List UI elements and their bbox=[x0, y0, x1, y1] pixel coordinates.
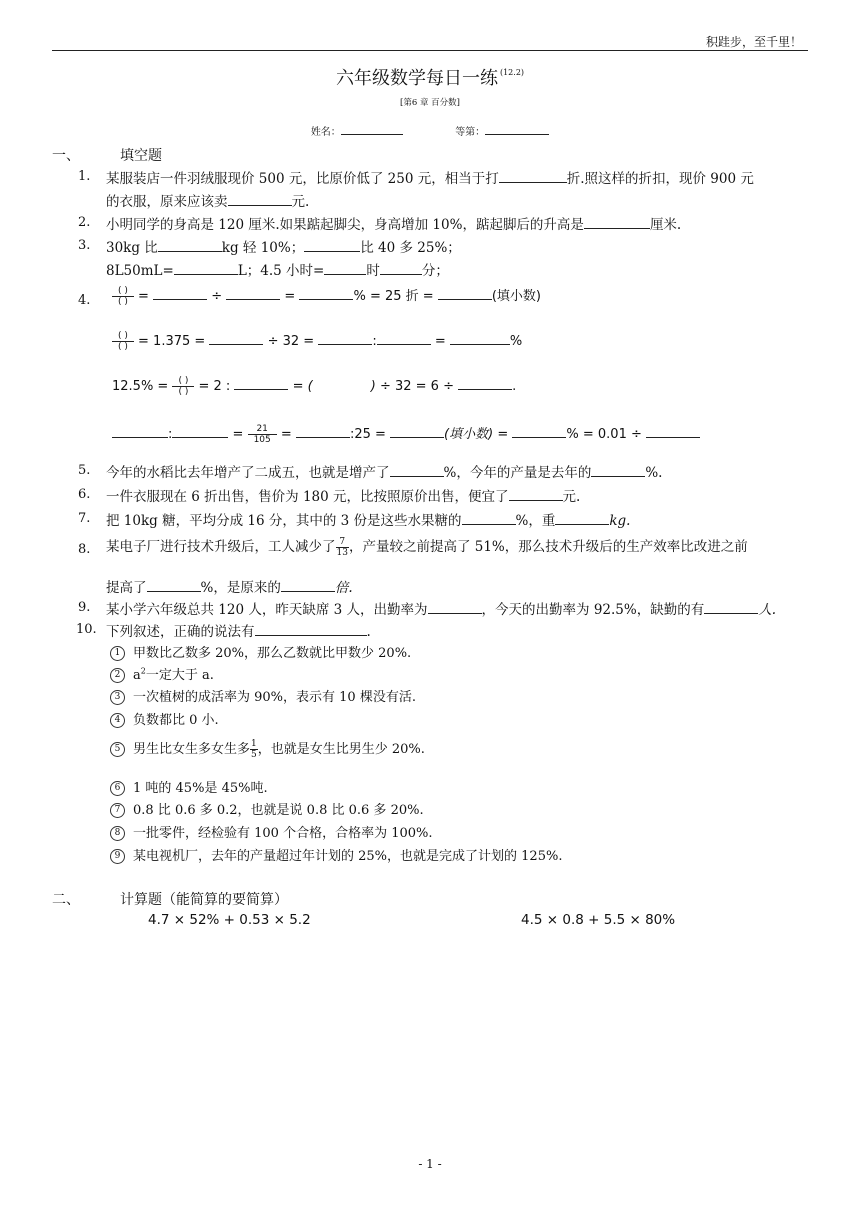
option-number: 1 bbox=[110, 646, 125, 661]
q4-line4: : = $\frac{21}{105}$ = :25 = (填小数) = % = 0.01 ÷ bbox=[112, 423, 700, 445]
option-number: 8 bbox=[110, 826, 125, 841]
q3-blank-5[interactable] bbox=[380, 262, 422, 275]
q2-blank[interactable] bbox=[584, 216, 650, 229]
q3-number: 3. bbox=[78, 238, 91, 253]
option-item: 4 负数都比 0 小. bbox=[110, 709, 219, 728]
q6-blank[interactable] bbox=[509, 488, 563, 501]
q7-blank-2[interactable] bbox=[555, 512, 609, 525]
chapter-subtitle: [第6 章 百分数] bbox=[400, 98, 460, 108]
q4-blank[interactable] bbox=[226, 287, 280, 300]
q4-blank[interactable] bbox=[209, 332, 263, 345]
q8-fraction: $\frac{7}{13}$ bbox=[336, 537, 348, 558]
q4-blank[interactable] bbox=[153, 287, 207, 300]
q4-blank[interactable] bbox=[646, 425, 700, 438]
option-item: 7 0.8 比 0.6 多 0.2，也就是说 0.8 比 0.6 多 20%. bbox=[110, 799, 424, 818]
q8-blank-2[interactable] bbox=[281, 579, 335, 592]
q8-number: 8. bbox=[78, 542, 91, 557]
motto: 积跬步，至千里！ bbox=[705, 35, 802, 49]
q8-line2: 提高了 %，是原来的 倍. bbox=[106, 580, 353, 596]
q4-blank[interactable] bbox=[438, 287, 492, 300]
q10-blank[interactable] bbox=[255, 623, 367, 636]
page-title: 六年级数学每日一练 $^{(12.2)}$ bbox=[335, 68, 525, 89]
q4-blank[interactable] bbox=[377, 332, 431, 345]
q1-blank-price[interactable] bbox=[228, 193, 292, 206]
grade-blank[interactable] bbox=[485, 123, 549, 135]
q4-line2: $\frac{( )}{( )}$ = 1.375 = ÷ 32 = : = % bbox=[112, 331, 522, 352]
q4-blank[interactable] bbox=[172, 425, 228, 438]
option-item: 9 某电视机厂，去年的产量超过年计划的 25%，也就是完成了计划的 125%. bbox=[110, 845, 562, 864]
option-number: 3 bbox=[110, 690, 125, 705]
q4-number: 4. bbox=[78, 293, 91, 308]
q2-line: 小明同学的身高是 120 厘米.如果踮起脚尖，身高增加 10%，踮起脚后的升高是 厘米. bbox=[106, 217, 682, 233]
q3-blank-1[interactable] bbox=[158, 239, 222, 252]
q9-number: 9. bbox=[78, 600, 91, 615]
q8-line1: 某电子厂进行技术升级后，工人减少了 $\frac{7}{13}$ ，产量较之前提高了 51%，那么技术升级后的生产效率比改进之前 bbox=[106, 537, 748, 558]
q5-number: 5. bbox=[78, 463, 91, 478]
option-number: 9 bbox=[110, 849, 125, 864]
q7-line: 把 10kg 糖，平均分成 16 分，其中的 3 份是这些水果糖的 %，重 kg. bbox=[106, 513, 631, 529]
q1-blank-discount[interactable] bbox=[499, 170, 567, 183]
option-number: 7 bbox=[110, 803, 125, 818]
section-fill-in: 一、 填空题 bbox=[52, 148, 162, 164]
name-blank[interactable] bbox=[341, 123, 403, 135]
q3-blank-2[interactable] bbox=[304, 239, 360, 252]
option-item: 5 男生比女生多女生多 $\frac{1}{5}$ ，也就是女生比男生少 20%. bbox=[110, 738, 425, 760]
q5-line: 今年的水稻比去年增产了二成五，也就是增产了 %，今年的产量是去年的 %. bbox=[106, 465, 663, 481]
q10-line: 下列叙述，正确的说法有 . bbox=[106, 624, 371, 640]
q3-line2: 8L50mL= L；4.5 小时= 时 分； bbox=[106, 263, 449, 279]
option-item: 8 一批零件，经检验有 100 个合格，合格率为 100%. bbox=[110, 822, 433, 841]
q5-blank-1[interactable] bbox=[390, 464, 444, 477]
q4-blank[interactable] bbox=[318, 332, 372, 345]
q4-fraction-3[interactable]: $\frac{( )}{( )}$ bbox=[172, 376, 194, 397]
q9-line: 某小学六年级总共 120 人，昨天缺席 3 人，出勤率为 ，今天的出勤率为 92.5%，缺勤的有 人. bbox=[106, 602, 777, 618]
q1-line1: 某服装店一件羽绒服现价 500 元，比原价低了 250 元，相当于打 折.照这样的折扣，现价 900 元 bbox=[106, 171, 754, 187]
option-number: 5 bbox=[110, 742, 125, 757]
q4-blank[interactable] bbox=[390, 425, 444, 438]
q1-number: 1. bbox=[78, 169, 91, 184]
calc-expression-2: 4.5 × 0.8 + 5.5 × 80% bbox=[521, 912, 676, 928]
q4-blank[interactable] bbox=[450, 332, 510, 345]
q8-blank-1[interactable] bbox=[147, 579, 201, 592]
page-number: - 1 - bbox=[418, 1157, 442, 1171]
option-number: 6 bbox=[110, 781, 125, 796]
q4-fraction-1[interactable]: $\frac{( )}{( )}$ bbox=[112, 286, 134, 307]
name-row: 姓名： 等第： bbox=[0, 123, 860, 138]
calc-expression-1: 4.7 × 52% + 0.53 × 5.2 bbox=[148, 912, 311, 928]
q3-line1: 30kg 比 kg 轻 10%； 比 40 多 25%； bbox=[106, 240, 461, 256]
option-number: 4 bbox=[110, 713, 125, 728]
q10-number: 10. bbox=[76, 622, 97, 637]
q6-line: 一件衣服现在 6 折出售，售价为 180 元，比按照原价出售，便宜了 元. bbox=[106, 489, 581, 505]
title-date: (12.2) bbox=[499, 68, 525, 77]
option-number: 2 bbox=[110, 668, 125, 683]
q1-line2: 的衣服，原来应该卖 元. bbox=[106, 194, 310, 210]
q4-blank[interactable] bbox=[458, 377, 512, 390]
q4-blank[interactable] bbox=[299, 287, 353, 300]
q6-number: 6. bbox=[78, 487, 91, 502]
q2-number: 2. bbox=[78, 215, 91, 230]
option-fraction: $\frac{1}{5}$ bbox=[251, 739, 257, 760]
q5-blank-2[interactable] bbox=[591, 464, 645, 477]
q4-line1: $\frac{( )}{( )}$ = ÷ = % = 25 折 = (填小数) bbox=[112, 285, 541, 307]
q4-blank[interactable] bbox=[234, 377, 288, 390]
q7-number: 7. bbox=[78, 511, 91, 526]
option-item: 6 1 吨的 45%是 45%吨. bbox=[110, 777, 268, 796]
q4-blank[interactable] bbox=[112, 425, 168, 438]
q4-fraction-2[interactable]: $\frac{( )}{( )}$ bbox=[112, 331, 134, 352]
q4-blank[interactable] bbox=[296, 425, 350, 438]
section-calculation: 二、 计算题（能简算的要简算） bbox=[52, 892, 288, 908]
option-item: 1 甲数比乙数多 20%，那么乙数就比甲数少 20%. bbox=[110, 642, 411, 661]
q4-blank[interactable] bbox=[512, 425, 566, 438]
header-rule bbox=[52, 50, 808, 51]
option-item: 3 一次植树的成活率为 90%，表示有 10 棵没有活. bbox=[110, 686, 416, 705]
q4-fraction-4: $\frac{21}{105}$ bbox=[248, 424, 277, 445]
q9-blank-2[interactable] bbox=[704, 601, 758, 614]
option-item: 2 $a^2$一定大于 a. bbox=[110, 664, 214, 683]
q7-blank-1[interactable] bbox=[462, 512, 516, 525]
q4-line3: 12.5% = $\frac{( )}{( )}$ = 2 : = ( ) ÷ 32 = 6 ÷ . bbox=[112, 376, 517, 397]
q9-blank-1[interactable] bbox=[428, 601, 482, 614]
q3-blank-3[interactable] bbox=[174, 262, 238, 275]
q3-blank-4[interactable] bbox=[324, 262, 366, 275]
